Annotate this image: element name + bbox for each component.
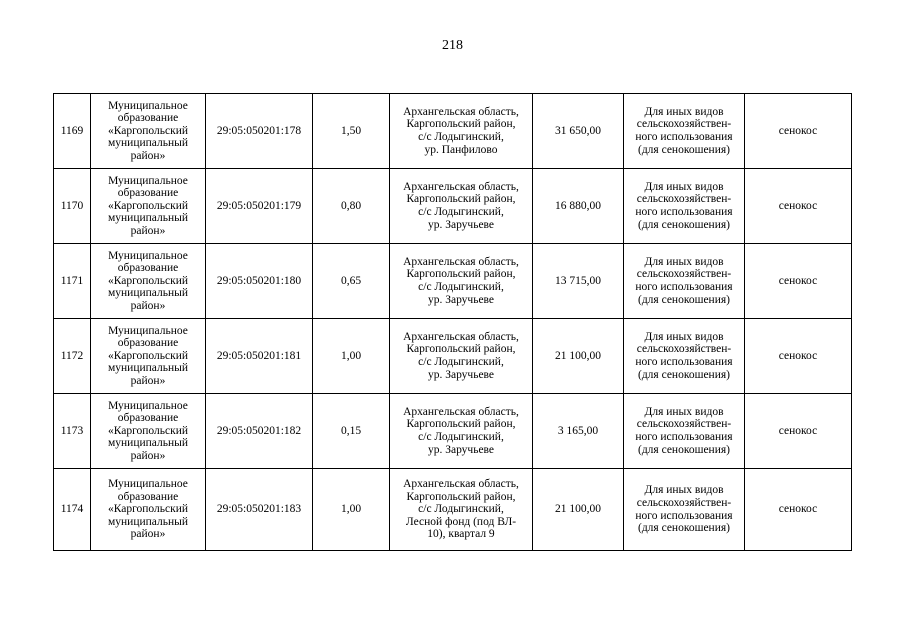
cell-use: сенокос bbox=[745, 394, 852, 469]
table-row bbox=[54, 319, 852, 394]
cell-purpose bbox=[624, 244, 745, 319]
address-line: Архангельская область, bbox=[403, 478, 519, 491]
cell-address bbox=[390, 94, 533, 169]
address-line: 10), квартал 9 bbox=[427, 528, 495, 541]
cell-area: 1,00 bbox=[313, 469, 390, 551]
address-line: с/с Лодыгинский, bbox=[418, 431, 504, 443]
cell-owner bbox=[91, 469, 206, 551]
table-row bbox=[54, 244, 852, 319]
cell-number: 1174 bbox=[54, 469, 91, 551]
cell-area: 0,80 bbox=[313, 169, 390, 244]
owner-line: «Каргопольский bbox=[107, 124, 189, 137]
purpose-line: Для иных видов bbox=[644, 255, 724, 268]
cell-price: 21 100,00 bbox=[533, 319, 624, 394]
table-row bbox=[54, 469, 852, 551]
cell-area: 0,15 bbox=[313, 394, 390, 469]
cell-address bbox=[390, 169, 533, 244]
owner-line: «Каргопольский bbox=[107, 349, 189, 362]
owner-line: район» bbox=[130, 149, 166, 162]
owner-line: образование bbox=[117, 112, 179, 125]
cell-cadastral-number: 29:05:050201:178 bbox=[206, 94, 313, 169]
address-line: Лесной фонд (под ВЛ- bbox=[405, 515, 517, 528]
address-line: Каргопольский район, bbox=[406, 343, 516, 356]
purpose-line: (для сенокошения) bbox=[638, 143, 730, 156]
purpose-line: (для сенокошения) bbox=[638, 368, 730, 381]
owner-line: образование bbox=[117, 187, 179, 200]
cell-owner bbox=[91, 169, 206, 244]
cell-number: 1171 bbox=[54, 244, 91, 319]
cell-owner bbox=[91, 319, 206, 394]
owner-line: муниципальный bbox=[107, 437, 189, 450]
cell-address bbox=[390, 319, 533, 394]
cell-owner bbox=[91, 394, 206, 469]
purpose-line: (для сенокошения) bbox=[638, 218, 730, 231]
owner-line: Муниципальное bbox=[108, 99, 188, 112]
cell-address bbox=[390, 244, 533, 319]
cell-price: 3 165,00 bbox=[533, 394, 624, 469]
owner-line: район» bbox=[130, 449, 166, 462]
address-line: Архангельская область, bbox=[403, 330, 519, 343]
cell-area: 1,50 bbox=[313, 94, 390, 169]
purpose-line: ного использования bbox=[635, 281, 733, 293]
cell-address bbox=[390, 394, 533, 469]
cell-cadastral-number: 29:05:050201:179 bbox=[206, 169, 313, 244]
owner-line: Муниципальное bbox=[108, 399, 188, 412]
cell-number: 1170 bbox=[54, 169, 91, 244]
cell-price: 16 880,00 bbox=[533, 169, 624, 244]
address-line: Архангельская область, bbox=[403, 105, 519, 118]
purpose-line: ного использования bbox=[635, 431, 733, 443]
purpose-line: сельскохозяйствен- bbox=[636, 268, 732, 281]
cell-area: 1,00 bbox=[313, 319, 390, 394]
cell-address bbox=[390, 469, 533, 551]
address-line: с/с Лодыгинский, bbox=[418, 131, 504, 143]
address-line: ур. Заручьеве bbox=[427, 293, 495, 306]
purpose-line: Для иных видов bbox=[644, 105, 724, 118]
owner-line: «Каргопольский bbox=[107, 199, 189, 212]
address-line: с/с Лодыгинский, bbox=[418, 206, 504, 218]
owner-line: образование bbox=[117, 262, 179, 275]
address-line: Каргопольский район, bbox=[406, 193, 516, 206]
cell-number: 1169 bbox=[54, 94, 91, 169]
owner-line: Муниципальное bbox=[108, 249, 188, 262]
purpose-line: ного использования bbox=[635, 131, 733, 143]
purpose-line: (для сенокошения) bbox=[638, 293, 730, 306]
address-line: Архангельская область, bbox=[403, 180, 519, 193]
address-line: Каргопольский район, bbox=[406, 418, 516, 431]
cell-purpose bbox=[624, 469, 745, 551]
address-line: ур. Заручьеве bbox=[427, 218, 495, 231]
owner-line: «Каргопольский bbox=[107, 424, 189, 437]
purpose-line: сельскохозяйствен- bbox=[636, 418, 732, 431]
address-line: Архангельская область, bbox=[403, 405, 519, 418]
address-line: Каргопольский район, bbox=[406, 268, 516, 281]
address-line: с/с Лодыгинский, bbox=[418, 356, 504, 368]
purpose-line: ного использования bbox=[635, 509, 733, 522]
purpose-line: Для иных видов bbox=[644, 180, 724, 193]
owner-line: муниципальный bbox=[107, 212, 189, 225]
purpose-line: Для иных видов bbox=[644, 484, 724, 497]
land-plots-table bbox=[53, 93, 852, 551]
cell-purpose bbox=[624, 394, 745, 469]
address-line: с/с Лодыгинский, bbox=[418, 503, 504, 516]
page-number: 218 bbox=[442, 38, 463, 53]
purpose-line: (для сенокошения) bbox=[638, 522, 730, 535]
cell-price: 13 715,00 bbox=[533, 244, 624, 319]
table-body bbox=[54, 94, 852, 551]
cell-purpose bbox=[624, 319, 745, 394]
cell-use: сенокос bbox=[745, 469, 852, 551]
owner-line: Муниципальное bbox=[108, 478, 188, 491]
cell-purpose bbox=[624, 94, 745, 169]
cell-use: сенокос bbox=[745, 94, 852, 169]
owner-line: район» bbox=[130, 224, 166, 237]
owner-line: «Каргопольский bbox=[107, 274, 189, 287]
cell-owner bbox=[91, 94, 206, 169]
cell-use: сенокос bbox=[745, 319, 852, 394]
cell-price: 21 100,00 bbox=[533, 469, 624, 551]
purpose-line: Для иных видов bbox=[644, 330, 724, 343]
cell-purpose bbox=[624, 169, 745, 244]
purpose-line: сельскохозяйствен- bbox=[636, 193, 732, 206]
cell-use: сенокос bbox=[745, 169, 852, 244]
table-row bbox=[54, 394, 852, 469]
owner-line: образование bbox=[117, 337, 179, 350]
table-row bbox=[54, 94, 852, 169]
cell-cadastral-number: 29:05:050201:182 bbox=[206, 394, 313, 469]
cell-use: сенокос bbox=[745, 244, 852, 319]
owner-line: муниципальный bbox=[107, 287, 189, 300]
cell-cadastral-number: 29:05:050201:183 bbox=[206, 469, 313, 551]
cell-area: 0,65 bbox=[313, 244, 390, 319]
cell-number: 1173 bbox=[54, 394, 91, 469]
address-line: Архангельская область, bbox=[403, 255, 519, 268]
owner-line: образование bbox=[117, 490, 179, 503]
cell-cadastral-number: 29:05:050201:180 bbox=[206, 244, 313, 319]
address-line: Каргопольский район, bbox=[406, 490, 516, 503]
purpose-line: ного использования bbox=[635, 206, 733, 218]
address-line: Каргопольский район, bbox=[406, 118, 516, 131]
cell-cadastral-number: 29:05:050201:181 bbox=[206, 319, 313, 394]
address-line: с/с Лодыгинский, bbox=[418, 281, 504, 293]
owner-line: Муниципальное bbox=[108, 324, 188, 337]
owner-line: «Каргопольский bbox=[107, 503, 189, 516]
address-line: ур. Заручьеве bbox=[427, 368, 495, 381]
address-line: ур. Заручьеве bbox=[427, 443, 495, 456]
owner-line: район» bbox=[130, 528, 166, 541]
owner-line: Муниципальное bbox=[108, 174, 188, 187]
owner-line: муниципальный bbox=[107, 362, 189, 375]
owner-line: район» bbox=[130, 299, 166, 312]
owner-line: муниципальный bbox=[107, 137, 189, 150]
owner-line: образование bbox=[117, 412, 179, 425]
cell-price: 31 650,00 bbox=[533, 94, 624, 169]
purpose-line: ного использования bbox=[635, 356, 733, 368]
cell-owner bbox=[91, 244, 206, 319]
purpose-line: (для сенокошения) bbox=[638, 443, 730, 456]
purpose-line: сельскохозяйствен- bbox=[636, 343, 732, 356]
purpose-line: сельскохозяйствен- bbox=[636, 118, 732, 131]
purpose-line: сельскохозяйствен- bbox=[636, 496, 732, 509]
owner-line: муниципальный bbox=[107, 515, 189, 528]
address-line: ур. Панфилово bbox=[424, 143, 498, 156]
table-row bbox=[54, 169, 852, 244]
cell-number: 1172 bbox=[54, 319, 91, 394]
owner-line: район» bbox=[130, 374, 166, 387]
purpose-line: Для иных видов bbox=[644, 405, 724, 418]
